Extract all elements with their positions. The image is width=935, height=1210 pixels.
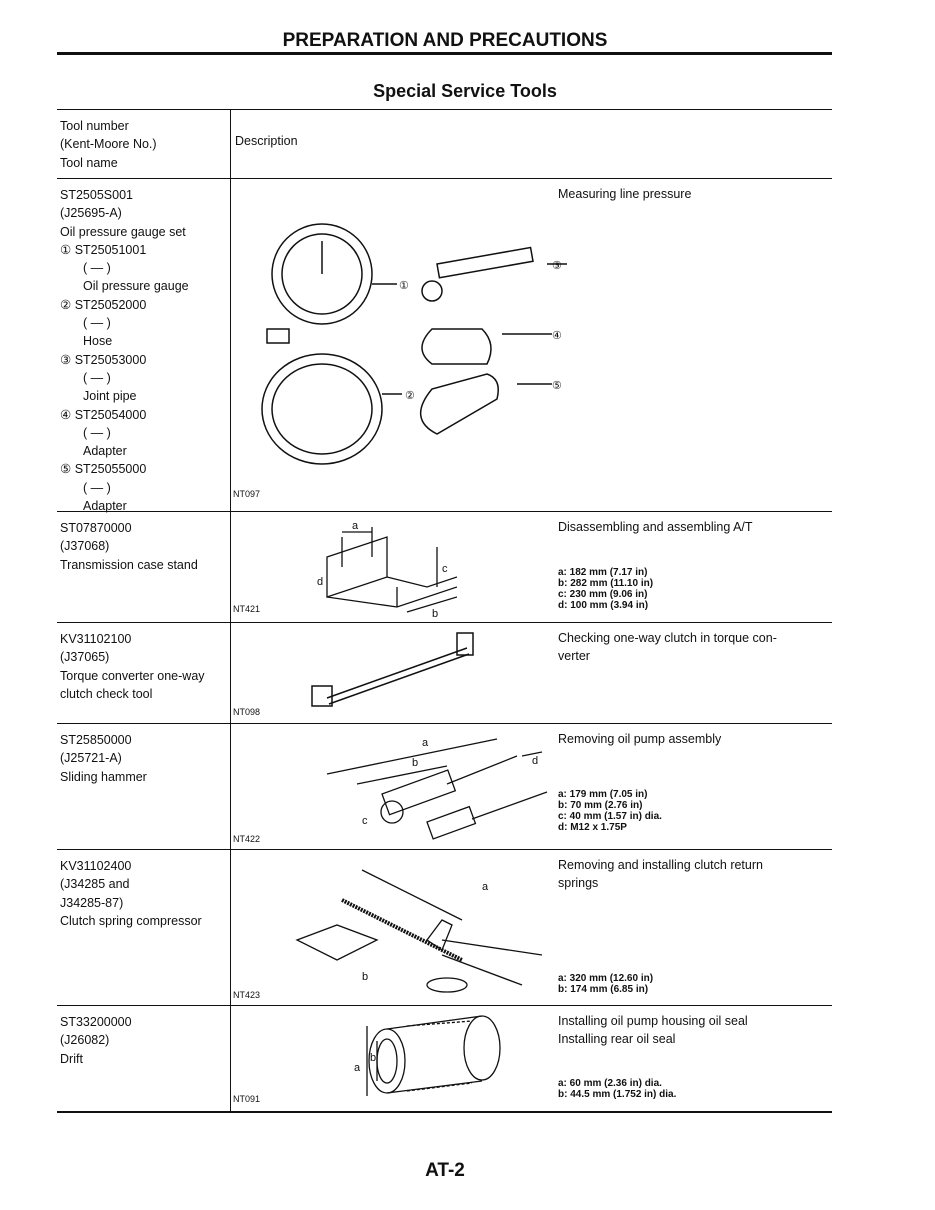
header-description: Description xyxy=(235,134,298,148)
description-line: verter xyxy=(558,649,590,664)
specifications xyxy=(558,567,653,611)
description-line: Disassembling and assembling A/T xyxy=(558,520,753,534)
table-row xyxy=(57,622,832,723)
svg-text:a: a xyxy=(352,520,359,532)
kent-moore-number: (J25721-A) xyxy=(60,751,122,766)
svg-text:b: b xyxy=(432,608,439,617)
kent-moore-number: (J34285 and xyxy=(60,877,130,892)
callout-3: ③ xyxy=(552,260,562,272)
part-num: ④ xyxy=(60,407,72,422)
table-row xyxy=(57,849,832,1005)
spec-line: b: 70 mm (2.76 in) xyxy=(558,800,643,811)
svg-text:b: b xyxy=(370,1052,377,1064)
page-subtitle: Special Service Tools xyxy=(373,81,557,101)
svg-text:d: d xyxy=(532,755,539,767)
callout-4: ④ xyxy=(552,330,562,342)
description-line: Removing and installing clutch return xyxy=(558,858,763,872)
svg-text:a: a xyxy=(422,737,429,749)
callout-2: ② xyxy=(405,390,415,402)
tool-name: Sliding hammer xyxy=(60,769,147,784)
spec-line: b: 282 mm (11.10 in) xyxy=(558,578,654,589)
case-stand-illustration xyxy=(297,517,457,617)
tool-number: ST07870000 xyxy=(60,521,132,535)
specifications xyxy=(558,1078,676,1100)
spec-line: a: 179 mm (7.05 in) xyxy=(558,789,648,800)
kent-moore-number: J34285-87) xyxy=(60,895,124,910)
description-line: Checking one-way clutch in torque con- xyxy=(558,631,777,645)
part-name: Joint pipe xyxy=(83,389,137,404)
part-num: ③ xyxy=(60,352,72,367)
title-rule xyxy=(57,52,832,55)
svg-text:b: b xyxy=(412,757,419,769)
description xyxy=(558,518,828,536)
description xyxy=(558,1012,828,1049)
svg-text:c: c xyxy=(442,563,448,575)
tools-table xyxy=(57,109,832,1113)
description-line: Installing rear oil seal xyxy=(558,1032,676,1047)
part-code: ST25051001 xyxy=(74,242,147,257)
spec-line: a: 320 mm (12.60 in) xyxy=(558,973,654,984)
drift-illustration xyxy=(322,1011,522,1106)
spec-line: d: M12 x 1.75P xyxy=(558,822,627,833)
tool-name: clutch check tool xyxy=(60,686,153,701)
description-line: Installing oil pump housing oil seal xyxy=(558,1014,748,1028)
description xyxy=(558,730,828,748)
tool-number: ST25850000 xyxy=(60,733,132,747)
table-row xyxy=(57,723,832,849)
callout-5: ⑤ xyxy=(552,380,562,392)
figure-code: NT098 xyxy=(233,707,261,717)
tool-number: ST33200000 xyxy=(60,1015,132,1029)
specifications xyxy=(558,789,662,833)
part-num: ① xyxy=(60,242,72,257)
kent-moore-number: (J37065) xyxy=(60,650,110,665)
kent-moore-number: (J26082) xyxy=(60,1033,110,1048)
tool-number: ST2505S001 xyxy=(60,188,133,202)
figure-code: NT421 xyxy=(233,604,261,614)
part-code: ST25053000 xyxy=(74,352,147,367)
oil-pressure-gauge-illustration xyxy=(247,209,567,479)
part-name: Hose xyxy=(83,334,113,349)
sliding-hammer-illustration xyxy=(307,734,557,844)
figure-code: NT091 xyxy=(233,1094,261,1104)
part-code: ST25055000 xyxy=(74,462,147,477)
tool-number: KV31102400 xyxy=(60,859,132,873)
spec-line: c: 230 mm (9.06 in) xyxy=(558,589,648,600)
spec-line: c: 40 mm (1.57 in) dia. xyxy=(558,811,662,822)
part-code: ST25054000 xyxy=(74,407,147,422)
part-name: Oil pressure gauge xyxy=(83,279,189,294)
part-km: ( — ) xyxy=(83,261,111,276)
svg-text:d: d xyxy=(317,576,324,588)
part-km: ( — ) xyxy=(83,316,111,331)
table-row xyxy=(57,511,832,622)
tool-name: Drift xyxy=(60,1051,83,1066)
part-name: Adapter xyxy=(83,499,127,514)
tool-number: KV31102100 xyxy=(60,632,132,646)
spec-line: b: 174 mm (6.85 in) xyxy=(558,984,649,995)
figure-code: NT097 xyxy=(233,489,261,499)
table-header xyxy=(57,109,832,178)
part-km: ( — ) xyxy=(83,370,111,385)
clutch-spring-compressor-illustration xyxy=(292,860,552,1000)
svg-text:a: a xyxy=(354,1062,361,1074)
header-kent-moore: (Kent-Moore No.) xyxy=(60,137,157,152)
tool-name: Oil pressure gauge set xyxy=(60,224,186,239)
description xyxy=(558,856,828,893)
description xyxy=(558,185,828,203)
part-code: ST25052000 xyxy=(74,297,147,312)
description-line: Measuring line pressure xyxy=(558,187,692,201)
section-title: PREPARATION AND PRECAUTIONS xyxy=(282,30,608,51)
header-tool-name: Tool name xyxy=(60,155,118,170)
spec-line: a: 182 mm (7.17 in) xyxy=(558,567,648,578)
spec-line: b: 44.5 mm (1.752 in) dia. xyxy=(558,1089,677,1100)
callout-1: ① xyxy=(399,280,409,292)
svg-text:b: b xyxy=(362,971,369,983)
part-name: Adapter xyxy=(83,444,127,459)
table-row xyxy=(57,178,832,514)
page-number: AT-2 xyxy=(425,1160,465,1181)
header-tool-number: Tool number xyxy=(60,119,129,133)
figure-code: NT423 xyxy=(233,990,261,1000)
spec-line: d: 100 mm (3.94 in) xyxy=(558,600,649,611)
kent-moore-number: (J37068) xyxy=(60,539,110,554)
tool-name: Clutch spring compressor xyxy=(60,913,202,928)
kent-moore-number: (J25695-A) xyxy=(60,206,122,221)
tool-name: Torque converter one-way xyxy=(60,668,205,683)
tool-name: Transmission case stand xyxy=(60,557,198,572)
description xyxy=(558,629,828,666)
figure-code: NT422 xyxy=(233,834,261,844)
table-row xyxy=(57,1005,832,1113)
description-line: springs xyxy=(558,876,599,891)
svg-text:c: c xyxy=(362,815,368,827)
description-line: Removing oil pump assembly xyxy=(558,732,722,746)
specifications xyxy=(558,973,653,995)
spec-line: a: 60 mm (2.36 in) dia. xyxy=(558,1078,662,1089)
part-num: ② xyxy=(60,297,72,312)
svg-text:a: a xyxy=(482,881,489,893)
one-way-clutch-tool-illustration xyxy=(297,628,497,713)
part-km: ( — ) xyxy=(83,480,111,495)
part-km: ( — ) xyxy=(83,425,111,440)
part-num: ⑤ xyxy=(60,462,72,477)
